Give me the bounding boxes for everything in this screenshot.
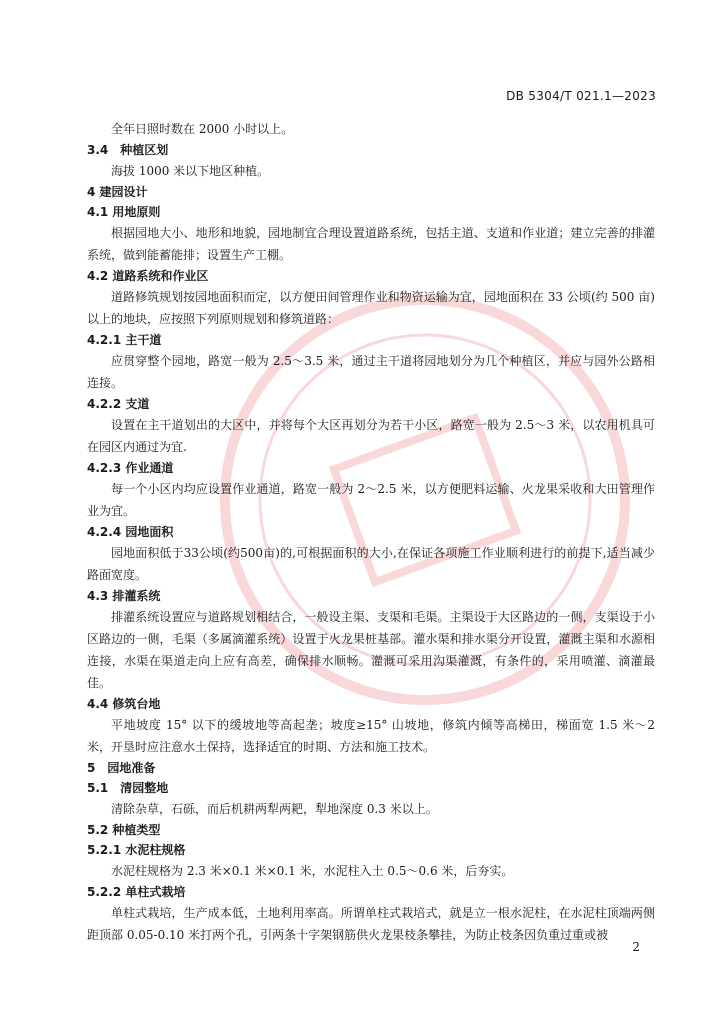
section-heading: 5.1 清园整地 [87,781,169,795]
document-body [87,118,655,946]
section-heading: 4.2.1 主干道 [87,333,162,347]
page-number: 2 [632,940,640,954]
body-paragraph: 根据园地大小、地形和地貌，园地制宜合理设置道路系统，包括主道、支道和作业道；建立完善的排灌系统，做到能蓄能排；设置生产工棚。 [87,226,655,262]
section-heading: 5.2 种植类型 [87,823,161,837]
body-paragraph: 平地坡度 15° 以下的缓坡地等高起垄；坡度≥15° 山坡地，修筑内倾等高梯田，梯面宽 1.5 米～2 米，开垦时应注意水土保持，选择适宜的时期、方法和施工技术。 [87,718,655,754]
body-paragraph: 水泥柱规格为 2.3 米×0.1 米×0.1 米，水泥柱入土 0.5～0.6 米，后夯实。 [111,864,514,878]
section-heading: 5.2.2 单柱式栽培 [87,885,186,899]
section-heading: 4.1 用地原则 [87,205,161,219]
section-heading: 4 建园设计 [87,185,148,199]
document-code: DB 5304/T 021.1—2023 [506,89,656,103]
section-heading: 4.3 排灌系统 [87,589,161,603]
body-paragraph: 单柱式栽培，生产成本低，土地利用率高。所谓单柱式栽培式，就是立一根水泥柱，在水泥柱顶端两侧距顶部 0.05-0.10 米打两个孔，引两条十字架钢筋供火龙果枝条攀挂，为防止枝条因负重过重或被 [87,906,655,942]
body-paragraph: 排灌系统设置应与道路规划相结合，一般设主渠、支渠和毛渠。主渠设于大区路边的一侧，支渠设于小区路边的一侧，毛渠（多属滴灌系统）设置于火龙果桩基部。灌水渠和排水渠分开设置，灌溉主渠和水源相连接，水渠在渠道走向上应有高差，确保排水顺畅。灌溉可采用沟渠灌溉，有条件的，采用喷灌、滴灌最佳。 [87,610,655,690]
section-heading: 4.2 道路系统和作业区 [87,269,209,283]
body-paragraph: 每一个小区内均应设置作业通道，路宽一般为 2～2.5 米，以方便肥料运输、火龙果采收和大田管理作业为宜。 [87,482,655,518]
section-heading: 3.4 种植区划 [87,143,169,157]
body-paragraph: 园地面积低于33公顷(约500亩)的,可根据面积的大小,在保证各项施工作业顺利进行的前提下,适当减少路面宽度。 [87,546,655,582]
section-heading: 4.2.2 支道 [87,397,150,411]
body-paragraph: 全年日照时数在 2000 小时以上。 [111,122,294,136]
section-heading: 4.4 修筑台地 [87,697,161,711]
body-paragraph: 海拔 1000 米以下地区种植。 [111,164,270,178]
body-paragraph: 应贯穿整个园地，路宽一般为 2.5～3.5 米，通过主干道将园地划分为几个种植区，并应与园外公路相连接。 [87,354,655,390]
section-heading: 4.2.4 园地面积 [87,525,174,539]
body-paragraph: 道路修筑规划按园地面积而定，以方便田间管理作业和物资运输为宜，园地面积在 33 公顷(约 500 亩)以上的地块，应按照下列原则规划和修筑道路： [87,290,655,326]
section-heading: 5.2.1 水泥柱规格 [87,843,186,857]
section-heading: 5 园地准备 [87,761,156,775]
section-heading: 4.2.3 作业通道 [87,461,174,475]
body-paragraph: 设置在主干道划出的大区中，并将每个大区再划分为若干小区，路宽一般为 2.5～3 米，以农用机具可在园区内通过为宜. [87,418,655,454]
body-paragraph: 清除杂草，石砾，而后机耕两犁两耙，犁地深度 0.3 米以上。 [111,802,438,816]
